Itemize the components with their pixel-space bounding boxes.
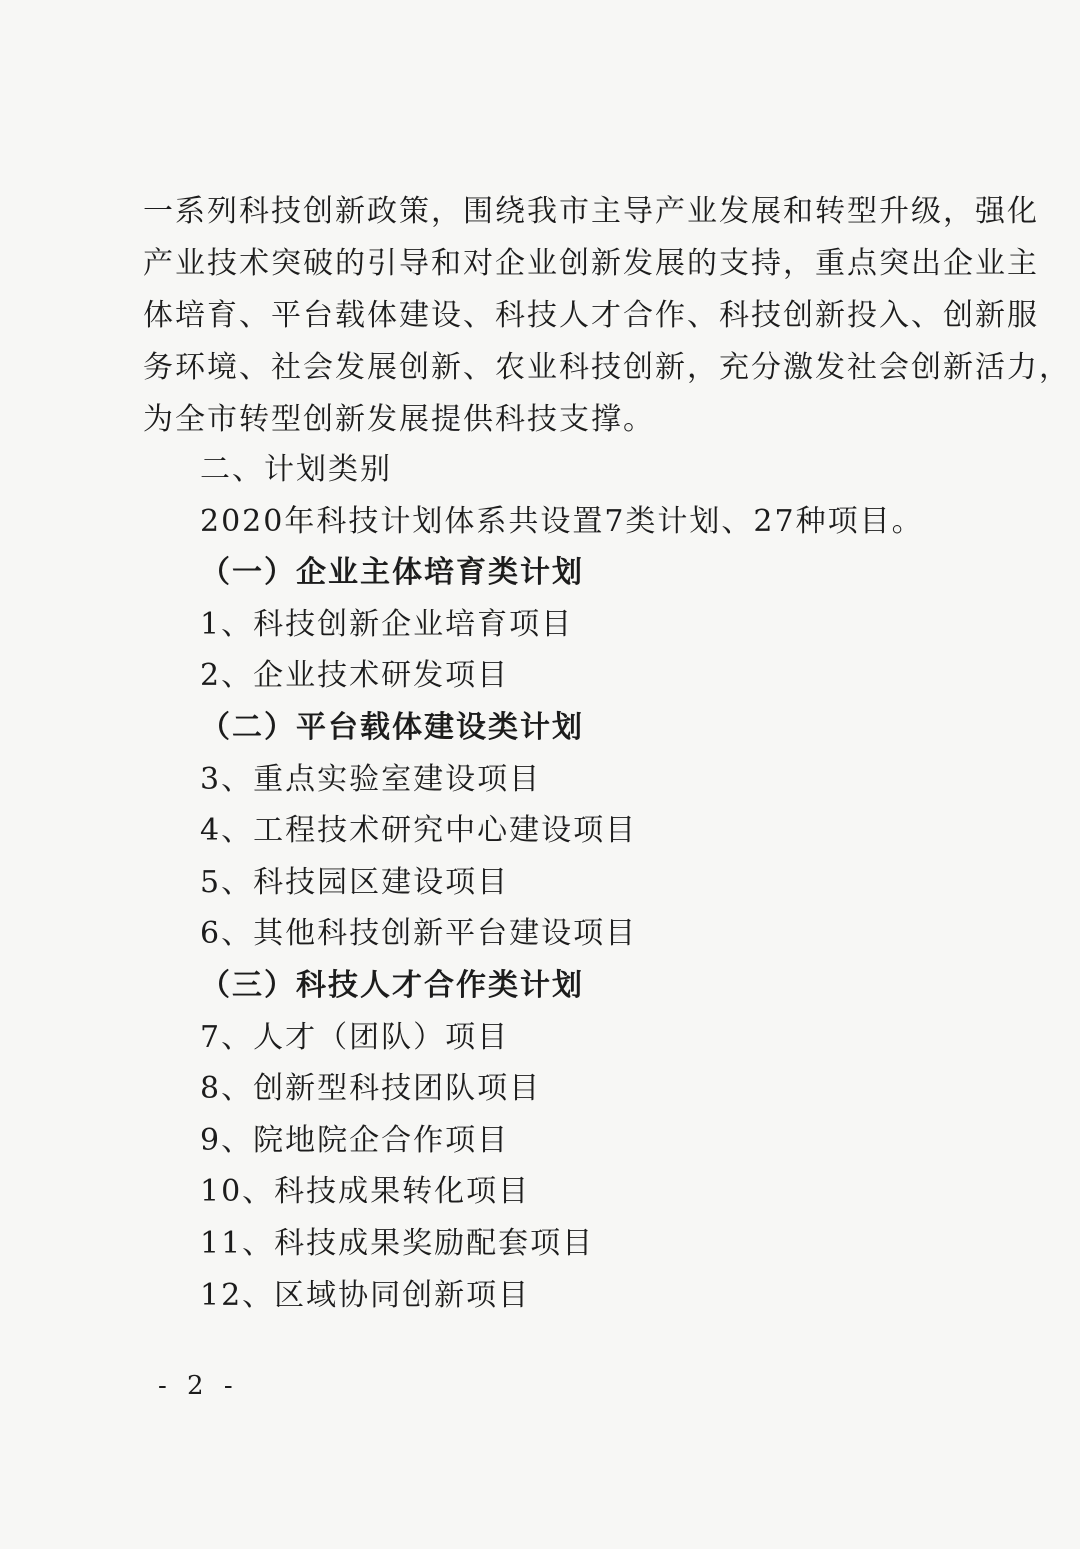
paragraph-line: 一系列科技创新政策，围绕我市主导产业发展和转型升级，强化 <box>143 194 1039 229</box>
category-heading: （二）平台载体建设类计划 <box>200 709 584 745</box>
section-heading: 二、计划类别 <box>200 452 392 487</box>
list-item: 6、其他科技创新平台建设项目 <box>200 916 638 952</box>
list-item: 11、科技成果奖励配套项目 <box>200 1225 595 1261</box>
paragraph-line: 产业技术突破的引导和对企业创新发展的支持，重点突出企业主 <box>143 246 1039 281</box>
list-item: 1、科技创新企业培育项目 <box>200 606 574 642</box>
body-paragraph <box>143 186 1071 446</box>
category-heading: （三）科技人才合作类计划 <box>200 967 584 1003</box>
summary-line: 2020年科技计划体系共设置7类计划、27种项目。 <box>200 503 924 539</box>
paragraph-line: 体培育、平台载体建设、科技人才合作、科技创新投入、创新服 <box>143 298 1039 333</box>
list-item: 3、重点实验室建设项目 <box>200 761 542 797</box>
list-item: 10、科技成果转化项目 <box>200 1174 531 1210</box>
paragraph-line: 务环境、社会发展创新、农业科技创新，充分激发社会创新活力， <box>143 350 1071 385</box>
list-item: 12、区域协同创新项目 <box>200 1277 531 1313</box>
plan-category-list <box>200 444 960 1321</box>
list-item: 9、院地院企合作项目 <box>200 1122 510 1158</box>
list-item: 4、工程技术研究中心建设项目 <box>200 813 638 849</box>
list-item: 2、企业技术研发项目 <box>200 658 510 694</box>
list-item: 8、创新型科技团队项目 <box>200 1071 542 1107</box>
list-item: 7、人才（团队）项目 <box>200 1019 510 1055</box>
category-heading: （一）企业主体培育类计划 <box>200 555 584 591</box>
paragraph-line: 为全市转型创新发展提供科技支撑。 <box>143 402 655 437</box>
list-item: 5、科技园区建设项目 <box>200 864 510 900</box>
page-number: - 2 - <box>158 1371 239 1401</box>
